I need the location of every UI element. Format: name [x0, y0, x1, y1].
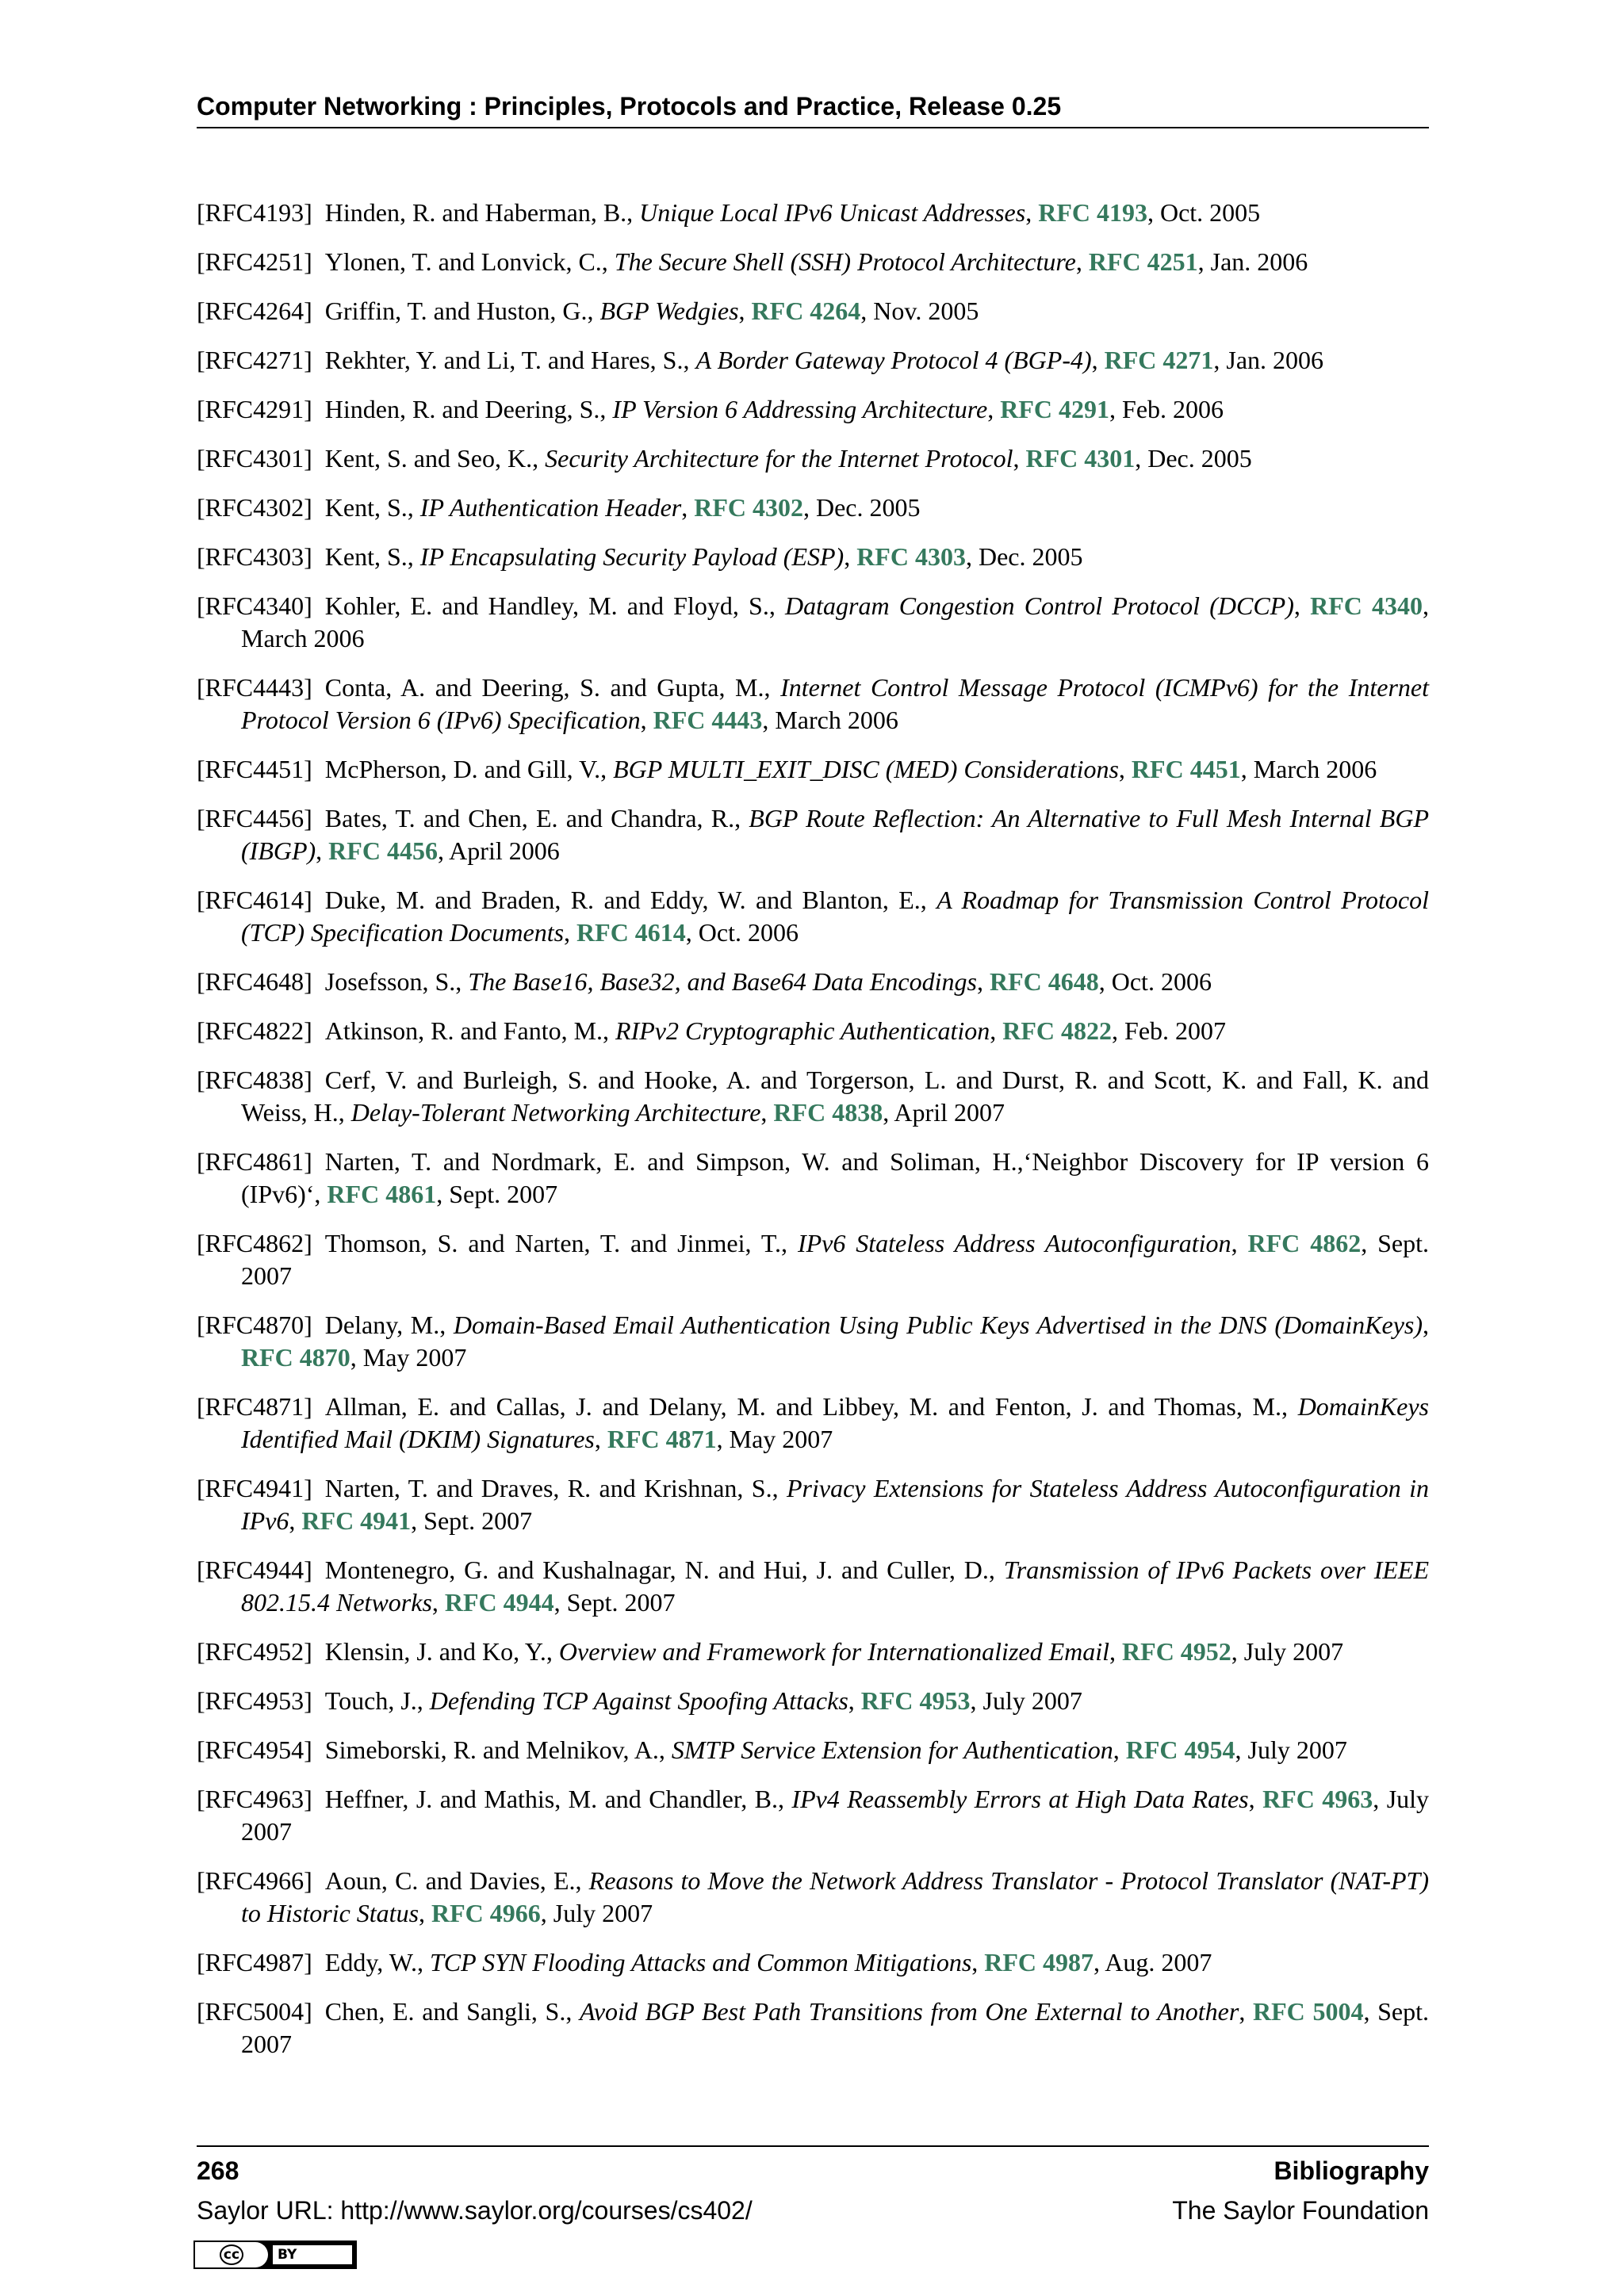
reference-authors: Klensin, J. and Ko, Y.,	[324, 1637, 559, 1666]
reference-entry: [RFC4193] Hinden, R. and Haberman, B., Unique Local IPv6 Unicast Addresses, RFC 4193, Oct. 2005	[197, 198, 1261, 227]
rfc-link[interactable]: RFC 4963	[1262, 1785, 1373, 1813]
reference-entry: [RFC4966] Aoun, C. and Davies, E., Reasons to Move the Network Address Translator - Protocol Translator (NAT-PT) to Historic Status, RFC 4966, July 2007	[197, 1866, 1430, 1927]
reference-date: , Feb. 2007	[1112, 1016, 1227, 1045]
reference-title: IP Version 6 Addressing Architecture	[612, 395, 988, 423]
rfc-link[interactable]: RFC 4822	[1002, 1016, 1113, 1045]
reference-date: , Jan. 2006	[1213, 346, 1324, 374]
reference-authors: Narten, T. and Nordmark, E. and Simpson, W. and Soliman, H.,‘Neighbor Discovery for IP version 6 (IPv6)‘,	[241, 1147, 1429, 1208]
reference-date: , Sept. 2007	[241, 1229, 1430, 1290]
rfc-link[interactable]: RFC 4251	[1088, 247, 1198, 276]
reference-title: IP Authentication Header	[419, 493, 682, 522]
reference-key: [RFC4614]	[197, 886, 312, 914]
book-title: Computer Networking : Principles, Protocols and Practice, Release 0.25	[197, 92, 1062, 121]
reference-authors: Cerf, V. and Burleigh, S. and Hooke, A. and Torgerson, L. and Durst, R. and Scott, K. and Fall, K. and Weiss, H.,	[241, 1066, 1429, 1127]
reference-entry: [RFC4443] Conta, A. and Deering, S. and Gupta, M., Internet Control Message Protocol (ICMPv6) for the Internet Protocol Version 6 (IPv6) Specification, RFC 4443, March 2006	[197, 673, 1430, 734]
reference-key: [RFC4340]	[197, 591, 312, 620]
reference-title: A Roadmap for Transmission Control Protocol (TCP) Specification Documents	[241, 886, 1430, 947]
reference-key: [RFC4963]	[197, 1785, 312, 1813]
reference-title: BGP Route Reflection: An Alternative to Full Mesh Internal BGP (IBGP)	[241, 804, 1430, 865]
rfc-link[interactable]: RFC 4302	[694, 493, 803, 522]
cc-icon: cc	[195, 2242, 268, 2267]
reference-authors: Chen, E. and Sangli, S.,	[324, 1997, 580, 2026]
reference-date: , Jan. 2006	[1197, 247, 1308, 276]
reference-entry: [RFC4870] Delany, M., Domain-Based Email Authentication Using Public Keys Advertised in the DNS (DomainKeys), RFC 4870, May 2007	[197, 1311, 1430, 1372]
reference-date: , July 2007	[1235, 1735, 1347, 1764]
rfc-link[interactable]: RFC 4340	[1310, 591, 1423, 620]
reference-title: RIPv2 Cryptographic Authentication	[615, 1016, 990, 1045]
reference-title: IP Encapsulating Security Payload (ESP)	[419, 542, 845, 571]
reference-authors: Bates, T. and Chen, E. and Chandra, R.,	[324, 804, 749, 832]
rfc-link[interactable]: RFC 4456	[328, 836, 438, 865]
reference-key: [RFC4987]	[197, 1948, 312, 1976]
reference-date: , Oct. 2006	[685, 918, 799, 947]
reference-date: , July 2007	[1231, 1637, 1344, 1666]
page-number: 268	[197, 2156, 239, 2185]
reference-entry: [RFC4838] Cerf, V. and Burleigh, S. and Hooke, A. and Torgerson, L. and Durst, R. and Scott, K. and Fall, K. and Weiss, H., Delay-Tolerant Networking Architecture, RFC 4838, April 2007	[197, 1066, 1429, 1127]
reference-authors: Kent, S.,	[324, 493, 420, 522]
reference-date: , April 2007	[883, 1098, 1005, 1127]
reference-date: , Sept. 2007	[411, 1506, 533, 1535]
reference-entry: [RFC5004] Chen, E. and Sangli, S., Avoid BGP Best Path Transitions from One External to Another, RFC 5004, Sept. 2007	[197, 1997, 1430, 2058]
reference-date: , March 2006	[762, 706, 898, 734]
rfc-link[interactable]: RFC 4952	[1122, 1637, 1231, 1666]
reference-entry: [RFC4953] Touch, J., Defending TCP Against Spoofing Attacks, RFC 4953, July 2007	[197, 1686, 1082, 1715]
rfc-link[interactable]: RFC 4954	[1125, 1735, 1235, 1764]
publisher-name: The Saylor Foundation	[1172, 2196, 1429, 2225]
reference-title: The Base16, Base32, and Base64 Data Encodings	[468, 967, 977, 996]
reference-key: [RFC4271]	[197, 346, 312, 374]
reference-entry: [RFC4963] Heffner, J. and Mathis, M. and Chandler, B., IPv4 Reassembly Errors at High Data Rates, RFC 4963, July 2007	[197, 1785, 1430, 1846]
reference-entry: [RFC4301] Kent, S. and Seo, K., Security Architecture for the Internet Protocol, RFC 4301, Dec. 2005	[197, 444, 1252, 473]
rfc-link[interactable]: RFC 4838	[773, 1098, 883, 1127]
rfc-link[interactable]: RFC 5004	[1253, 1997, 1364, 2026]
reference-date: , Dec. 2005	[802, 493, 921, 522]
reference-authors: Ylonen, T. and Lonvick, C.,	[324, 247, 615, 276]
reference-entry: [RFC4451] McPherson, D. and Gill, V., BGP MULTI_EXIT_DISC (MED) Considerations, RFC 4451, March 2006	[197, 755, 1377, 783]
reference-title: Privacy Extensions for Stateless Address Autoconfiguration in IPv6	[241, 1474, 1430, 1535]
rfc-link[interactable]: RFC 4193	[1038, 198, 1147, 227]
reference-authors: Griffin, T. and Huston, G.,	[324, 297, 600, 325]
rfc-link[interactable]: RFC 4303	[856, 542, 966, 571]
section-name: Bibliography	[1274, 2156, 1429, 2185]
reference-entry: [RFC4648] Josefsson, S., The Base16, Base32, and Base64 Data Encodings, RFC 4648, Oct. 2006	[197, 967, 1212, 996]
reference-key: [RFC4861]	[197, 1147, 312, 1176]
reference-title: TCP SYN Flooding Attacks and Common Mitigations	[429, 1948, 972, 1976]
rfc-link[interactable]: RFC 4861	[327, 1180, 437, 1208]
rfc-link[interactable]: RFC 4987	[984, 1948, 1094, 1976]
rfc-link[interactable]: RFC 4291	[1000, 395, 1110, 423]
rfc-link[interactable]: RFC 4953	[860, 1686, 971, 1715]
bibliography-list	[197, 197, 1429, 2077]
reference-authors: Delany, M.,	[324, 1311, 454, 1339]
rfc-link[interactable]: RFC 4451	[1131, 755, 1241, 783]
reference-title: BGP Wedgies	[599, 297, 739, 325]
reference-authors: Narten, T. and Draves, R. and Krishnan, S.,	[324, 1474, 787, 1502]
reference-authors: Kent, S.,	[324, 542, 420, 571]
running-header	[197, 90, 1429, 128]
reference-date: , Nov. 2005	[860, 297, 979, 325]
reference-title: Transmission of IPv6 Packets over IEEE 802.15.4 Networks	[241, 1556, 1430, 1617]
reference-entry: [RFC4456] Bates, T. and Chen, E. and Chandra, R., BGP Route Reflection: An Alternative to Full Mesh Internal BGP (IBGP), RFC 4456, April 2006	[197, 804, 1430, 865]
reference-date: , Dec. 2005	[965, 542, 1083, 571]
reference-title: Datagram Congestion Control Protocol (DCCP)	[785, 591, 1294, 620]
reference-authors: Duke, M. and Braden, R. and Eddy, W. and Blanton, E.,	[324, 886, 937, 914]
rfc-link[interactable]: RFC 4264	[751, 297, 861, 325]
reference-title: A Border Gateway Protocol 4 (BGP-4)	[695, 346, 1092, 374]
reference-key: [RFC4443]	[197, 673, 312, 702]
reference-date: , May 2007	[716, 1425, 833, 1453]
reference-title: Internet Control Message Protocol (ICMPv6) for the Internet Protocol Version 6 (IPv6) Specification	[241, 673, 1430, 734]
reference-key: [RFC4838]	[197, 1066, 312, 1094]
reference-key: [RFC4301]	[197, 444, 312, 473]
reference-key: [RFC4251]	[197, 247, 312, 276]
reference-title: IPv6 Stateless Address Autoconfiguration	[797, 1229, 1231, 1257]
reference-authors: Kent, S. and Seo, K.,	[324, 444, 546, 473]
reference-date: , July 2007	[540, 1899, 653, 1927]
reference-key: [RFC4451]	[197, 755, 312, 783]
reference-authors: Atkinson, R. and Fanto, M.,	[324, 1016, 616, 1045]
reference-date: , April 2006	[437, 836, 560, 865]
reference-key: [RFC4822]	[197, 1016, 312, 1045]
reference-key: [RFC4870]	[197, 1311, 312, 1339]
reference-key: [RFC4944]	[197, 1556, 312, 1584]
reference-key: [RFC4302]	[197, 493, 312, 522]
reference-key: [RFC4862]	[197, 1229, 312, 1257]
reference-key: [RFC4954]	[197, 1735, 312, 1764]
rfc-link[interactable]: RFC 4966	[431, 1899, 541, 1927]
reference-entry: [RFC4340] Kohler, E. and Handley, M. and Floyd, S., Datagram Congestion Control Protocol (DCCP), RFC 4340, March 2006	[197, 591, 1430, 652]
reference-date: , Aug. 2007	[1094, 1948, 1212, 1976]
reference-authors: Allman, E. and Callas, J. and Delany, M. and Libbey, M. and Fenton, J. and Thomas, M.,	[324, 1392, 1298, 1421]
reference-key: [RFC4193]	[197, 198, 312, 227]
rfc-link[interactable]: RFC 4862	[1247, 1229, 1362, 1257]
reference-entry: [RFC4264] Griffin, T. and Huston, G., BGP Wedgies, RFC 4264, Nov. 2005	[197, 297, 979, 325]
reference-authors: Aoun, C. and Davies, E.,	[324, 1866, 589, 1895]
reference-entry: [RFC4822] Atkinson, R. and Fanto, M., RIPv2 Cryptographic Authentication, RFC 4822, Feb. 2007	[197, 1016, 1227, 1045]
reference-entry: [RFC4954] Simeborski, R. and Melnikov, A., SMTP Service Extension for Authentication, RFC 4954, July 2007	[197, 1735, 1347, 1764]
reference-key: [RFC4952]	[197, 1637, 312, 1666]
reference-date: , Oct. 2005	[1147, 198, 1261, 227]
reference-date: , July 2007	[970, 1686, 1082, 1715]
reference-entry: [RFC4871] Allman, E. and Callas, J. and Delany, M. and Libbey, M. and Fenton, J. and Thomas, M., DomainKeys Identified Mail (DKIM) Signatures, RFC 4871, May 2007	[197, 1392, 1429, 1453]
reference-key: [RFC4953]	[197, 1686, 312, 1715]
reference-key: [RFC4264]	[197, 297, 312, 325]
rfc-link[interactable]: RFC 4443	[653, 706, 763, 734]
reference-entry: [RFC4291] Hinden, R. and Deering, S., IP Version 6 Addressing Architecture, RFC 4291, Feb. 2006	[197, 395, 1224, 423]
reference-title: Domain-Based Email Authentication Using Public Keys Advertised in the DNS (DomainKeys)	[453, 1311, 1423, 1339]
reference-date: , March 2006	[241, 591, 1430, 652]
reference-title: The Secure Shell (SSH) Protocol Architecture	[614, 247, 1076, 276]
reference-title: Security Architecture for the Internet Protocol	[545, 444, 1013, 473]
reference-date: , Oct. 2006	[1098, 967, 1212, 996]
reference-entry: [RFC4271] Rekhter, Y. and Li, T. and Hares, S., A Border Gateway Protocol 4 (BGP-4), RFC 4271, Jan. 2006	[197, 346, 1324, 374]
reference-entry: [RFC4952] Klensin, J. and Ko, Y., Overview and Framework for Internationalized Email, RFC 4952, July 2007	[197, 1637, 1344, 1666]
reference-entry: [RFC4251] Ylonen, T. and Lonvick, C., The Secure Shell (SSH) Protocol Architecture, RFC 4251, Jan. 2006	[197, 247, 1308, 276]
rfc-link[interactable]: RFC 4271	[1104, 346, 1214, 374]
reference-date: , May 2007	[350, 1343, 467, 1372]
by-label: BY	[273, 2245, 352, 2264]
reference-entry: [RFC4302] Kent, S., IP Authentication Header, RFC 4302, Dec. 2005	[197, 493, 921, 522]
reference-authors: Kohler, E. and Handley, M. and Floyd, S.,	[324, 591, 785, 620]
reference-entry: [RFC4987] Eddy, W., TCP SYN Flooding Attacks and Common Mitigations, RFC 4987, Aug. 2007	[197, 1948, 1212, 1976]
reference-authors: Eddy, W.,	[324, 1948, 430, 1976]
reference-key: [RFC4966]	[197, 1866, 312, 1895]
reference-authors: Hinden, R. and Deering, S.,	[324, 395, 613, 423]
reference-entry: [RFC4944] Montenegro, G. and Kushalnagar, N. and Hui, J. and Culler, D., Transmission of IPv6 Packets over IEEE 802.15.4 Networks, RFC 4944, Sept. 2007	[197, 1556, 1430, 1617]
reference-authors: Touch, J.,	[324, 1686, 430, 1715]
rfc-link[interactable]: RFC 4870	[241, 1343, 350, 1372]
cc-by-license-badge	[193, 2241, 357, 2269]
reference-authors: Rekhter, Y. and Li, T. and Hares, S.,	[324, 346, 696, 374]
reference-title: Overview and Framework for Internationalized Email	[558, 1637, 1110, 1666]
reference-date: , Sept. 2007	[553, 1588, 676, 1617]
page-footer	[197, 2145, 1429, 2226]
reference-authors: Heffner, J. and Mathis, M. and Chandler, B.,	[324, 1785, 792, 1813]
rfc-link[interactable]: RFC 4871	[607, 1425, 717, 1453]
reference-key: [RFC5004]	[197, 1997, 312, 2026]
reference-authors: Simeborski, R. and Melnikov, A.,	[324, 1735, 672, 1764]
reference-entry: [RFC4614] Duke, M. and Braden, R. and Eddy, W. and Blanton, E., A Roadmap for Transmission Control Protocol (TCP) Specification Documents, RFC 4614, Oct. 2006	[197, 886, 1430, 947]
rfc-link[interactable]: RFC 4614	[576, 918, 686, 947]
reference-title: BGP MULTI_EXIT_DISC (MED) Considerations	[613, 755, 1119, 783]
reference-date: , Dec. 2005	[1135, 444, 1252, 473]
reference-authors: Conta, A. and Deering, S. and Gupta, M.,	[324, 673, 781, 702]
reference-authors: McPherson, D. and Gill, V.,	[324, 755, 614, 783]
reference-date: , Feb. 2006	[1109, 395, 1224, 423]
reference-date: , July 2007	[241, 1785, 1430, 1846]
reference-date: , Sept. 2007	[436, 1180, 558, 1208]
reference-key: [RFC4648]	[197, 967, 312, 996]
reference-entry: [RFC4303] Kent, S., IP Encapsulating Security Payload (ESP), RFC 4303, Dec. 2005	[197, 542, 1083, 571]
reference-title: Defending TCP Against Spoofing Attacks	[429, 1686, 848, 1715]
reference-entry	[197, 1146, 1429, 1211]
rfc-link[interactable]: RFC 4301	[1025, 444, 1136, 473]
reference-title: IPv4 Reassembly Errors at High Data Rates	[791, 1785, 1249, 1813]
reference-authors: Thomson, S. and Narten, T. and Jinmei, T.,	[324, 1229, 798, 1257]
rfc-link[interactable]: RFC 4944	[444, 1588, 554, 1617]
reference-entry: [RFC4862] Thomson, S. and Narten, T. and Jinmei, T., IPv6 Stateless Address Autoconfiguration, RFC 4862, Sept. 2007	[197, 1229, 1430, 1290]
reference-key: [RFC4456]	[197, 804, 312, 832]
reference-authors: Josefsson, S.,	[324, 967, 469, 996]
reference-title: SMTP Service Extension for Authentication	[671, 1735, 1113, 1764]
reference-title: Avoid BGP Best Path Transitions from One External to Another	[580, 1997, 1239, 2026]
reference-authors: Hinden, R. and Haberman, B.,	[324, 198, 640, 227]
reference-date: , Sept. 2007	[241, 1997, 1430, 2058]
rfc-link[interactable]: RFC 4941	[301, 1506, 412, 1535]
reference-authors: Montenegro, G. and Kushalnagar, N. and Hui, J. and Culler, D.,	[324, 1556, 1004, 1584]
saylor-url: Saylor URL: http://www.saylor.org/courses/cs402/	[197, 2196, 753, 2225]
rfc-link[interactable]: RFC 4648	[989, 967, 1099, 996]
reference-key: [RFC4303]	[197, 542, 312, 571]
reference-title: Delay-Tolerant Networking Architecture	[350, 1098, 761, 1127]
reference-key: [RFC4941]	[197, 1474, 312, 1502]
reference-key: [RFC4291]	[197, 395, 312, 423]
reference-title: Unique Local IPv6 Unicast Addresses	[639, 198, 1026, 227]
reference-date: , March 2006	[1240, 755, 1377, 783]
reference-title: Reasons to Move the Network Address Translator - Protocol Translator (NAT-PT) to Historic Status	[241, 1866, 1430, 1927]
reference-key: [RFC4871]	[197, 1392, 312, 1421]
reference-entry: [RFC4941] Narten, T. and Draves, R. and Krishnan, S., Privacy Extensions for Stateless Address Autoconfiguration in IPv6, RFC 4941, Sept. 2007	[197, 1474, 1430, 1535]
reference-title: DomainKeys Identified Mail (DKIM) Signatures	[241, 1392, 1429, 1453]
